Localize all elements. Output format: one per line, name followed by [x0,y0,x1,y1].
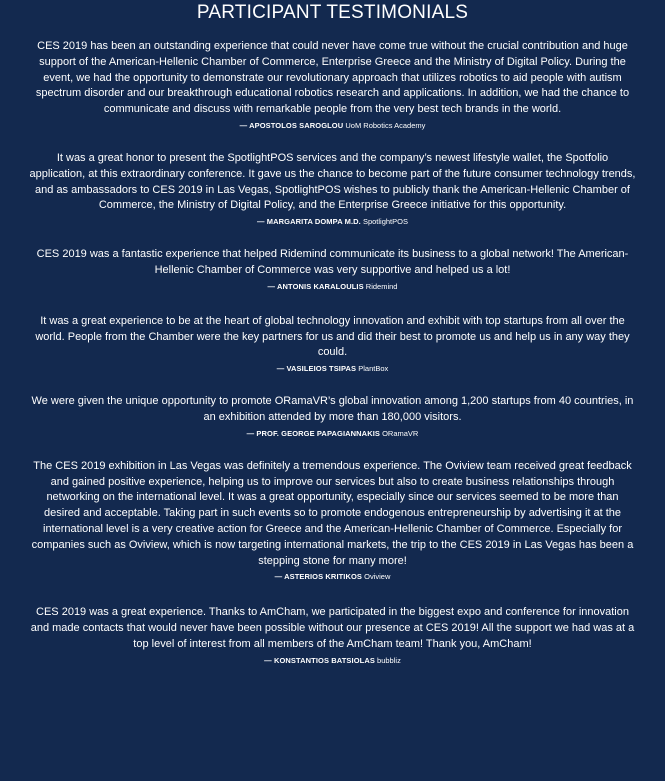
testimonial-item [28,394,637,439]
testimonial-quote: We were given the unique opportunity to promote ORamaVR’s global innovation among 1,200 startups from 40 countries, in an exhibition attended by more than 180,000 visitors. [31,395,634,423]
testimonial-item [28,151,637,227]
testimonial-quote: CES 2019 was a great experience. Thanks to AmCham, we participated in the biggest expo and conference for innovation and made contacts that would never have been possible without our presence at CES 2019! All the support we had was at a top level of interest from all members of the AmCham team! Thank you, AmCham! [30,606,635,650]
testimonial-quote: It was a great honor to present the SpotlightPOS services and the company’s newest lifestyle wallet, the Spotfolio application, at this extraordinary conference. It gave us the chance to become part of the future consumer technology trends, and as ambassadors to CES 2019 in Las Vegas, SpotlightPOS wishes to publicly thank the American-Hellenic Chamber of Commerce, the Ministry of Digital Policy, and the Enterprise Greece initiative for this opportunity. [29,151,636,212]
testimonial-item [28,605,637,665]
testimonial-author: — ASTERIOS KRITIKOS [274,572,363,582]
testimonial-author: — APOSTOLOS SAROGLOU [239,120,344,130]
testimonial-quote: The CES 2019 exhibition in Las Vegas was definitely a tremendous experience. The Oviview team received great feedback and gained positive experience, helping us to improve our services but also to create business relationships through networking on the international level. It was a great opportunity, especially since our services seemed to be more than desired and acceptable. Taking part in such events so to promote endogenous entrepreneurship by advertising it at the international level is a very creative action for Greece and the American-Hellenic Chamber of Commerce. Especially for companies such as Oviview, which is now targeting international markets, the trip to the CES 2019 in Las Vegas has been a stepping stone for many more! [31,459,634,567]
testimonial-item [28,459,637,583]
testimonial-quote: It was a great experience to be at the heart of global technology innovation and exhibit with top startups from all over the world. People from the Chamber were the key partners for us and did their best to promote us and help us in any way they could. [35,314,630,359]
testimonial-organization: UoM Robotics Academy [345,120,426,130]
testimonial-organization: Ridemind [365,281,398,291]
testimonial-attribution [28,429,637,439]
testimonial-organization: SpotlightPOS [362,217,408,227]
testimonial-organization: Oviview [364,572,391,582]
testimonial-quote: CES 2019 was a fantastic experience that helped Ridemind communicate its business to a global network! The American-Hellenic Chamber of Commerce was very supportive and helped us a lot! [36,248,629,276]
testimonial-organization: PlantBox [358,364,389,374]
testimonial-attribution [28,656,637,666]
testimonial-attribution [28,282,637,292]
testimonial-author: — PROF. GEORGE PAPAGIANNAKIS [246,428,380,438]
testimonial-author: — MARGARITA DOMPA M.D. [257,217,361,227]
testimonial-item [28,247,637,292]
testimonial-attribution [28,121,637,131]
testimonial-attribution [28,364,637,374]
testimonial-item [28,314,637,374]
testimonial-organization: ORamaVR [382,428,419,438]
testimonial-item [28,39,637,131]
testimonial-author: — VASILEIOS TSIPAS [276,364,357,374]
testimonial-attribution [28,217,637,227]
testimonial-author: — ANTONIS KARALOULIS [267,281,364,291]
testimonial-quote: CES 2019 has been an outstanding experience that could never have come true without the crucial contribution and huge support of the American-Hellenic Chamber of Commerce, Enterprise Greece and the Ministry of Digital Policy. During the event, we had the opportunity to demonstrate our revolutionary approach that utilizes robotics to aid people with autism spectrum disorder and our breakthrough educational robotics research and applications. In addition, we had the chance to communicate and discuss with remarkable people from the very best tech brands in the world. [35,40,630,116]
testimonial-author: — KONSTANTIOS BATSIOLAS [264,655,375,665]
testimonial-organization: bubbliz [377,655,401,665]
page-title: PARTICIPANT TESTIMONIALS [196,2,469,23]
testimonial-attribution [28,572,637,582]
